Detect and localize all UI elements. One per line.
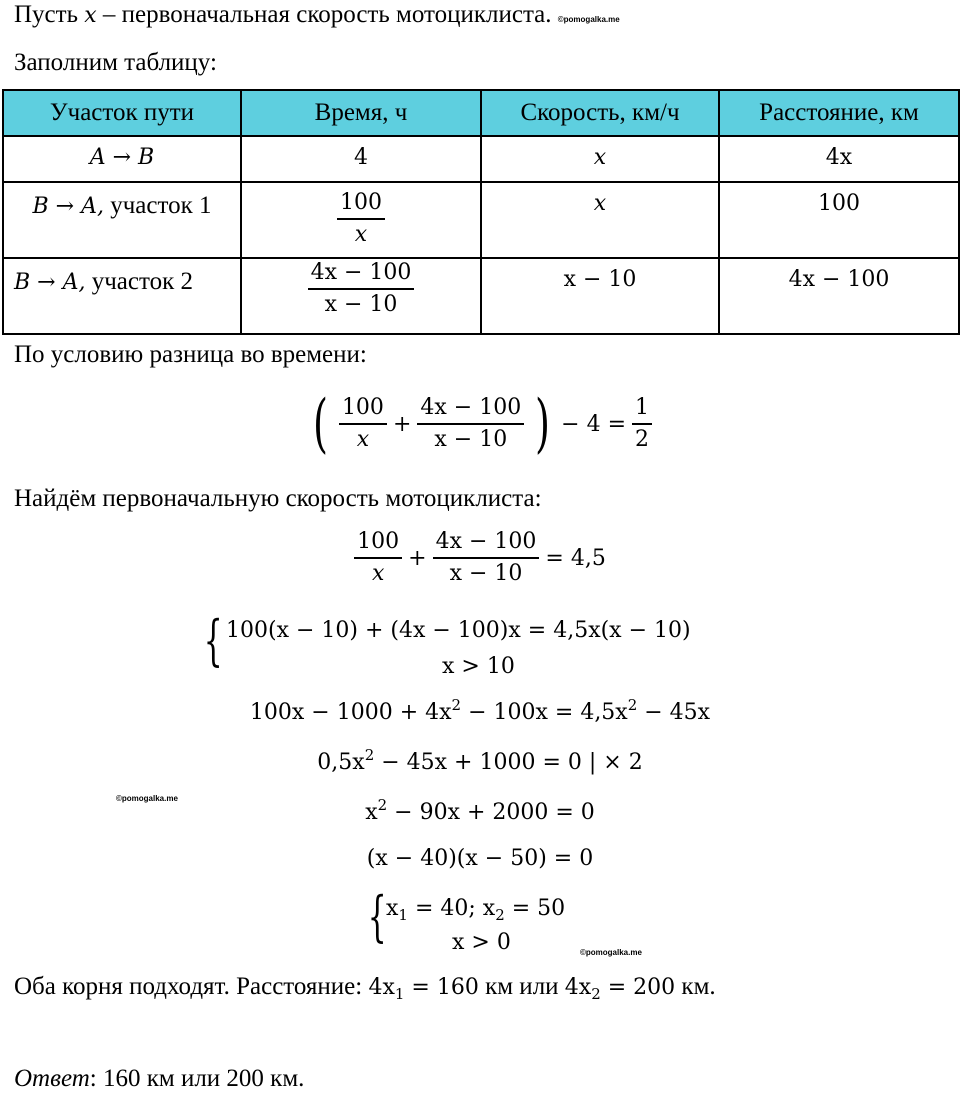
watermark: ©pomogalka.me	[580, 948, 642, 957]
table-row	[3, 136, 959, 182]
conclusion-text: Оба корня подходят. Расстояние: $4x_1 = 160$ км или $4x_2 = 200$ км.	[14, 973, 716, 1003]
distance-cell: 4x	[825, 145, 853, 170]
table-row	[3, 182, 959, 258]
segment-note: участок 1	[110, 192, 212, 219]
watermark: ©pomogalka.me	[557, 15, 620, 24]
equation-factored: (x − 40)(x − 50) = 0	[366, 846, 594, 871]
speed-cell: x	[593, 145, 607, 170]
equation-sum: $\frac{100}{x}$ + $\frac{4x - 100}{x - 10}$ = 4,5	[0, 530, 960, 586]
equation-expanded: $100x - 1000 + 4x^2 - 100x = 4,5x^2 - 45x$	[249, 696, 711, 725]
header-distance: Расстояние, км	[719, 90, 959, 136]
time-cell: 4	[354, 145, 368, 170]
equation-time-difference: ( $\frac{100}{x}$ + $\frac{4x - 100}{x - 10}$ ) − 4 = $\frac{1}{2}$	[0, 392, 960, 456]
motion-table	[2, 89, 960, 335]
table-row	[3, 258, 959, 334]
header-time: Время, ч	[241, 90, 481, 136]
segment-cell: B → A,	[32, 194, 104, 219]
answer-label: Ответ	[14, 1065, 90, 1092]
table-header-row	[3, 90, 959, 136]
intro-line: Пусть x – первоначальная скорость мотоциклиста. ©pomogalka.me	[14, 1, 620, 28]
segment-note: участок 2	[91, 268, 193, 295]
header-segment: Участок пути	[3, 90, 241, 136]
fill-table-text: Заполним таблицу:	[14, 49, 217, 76]
segment-cell: A → B	[89, 145, 155, 170]
condition-text: По условию разница во времени:	[14, 341, 367, 368]
time-fraction: $\frac{4x - 100}{x - 10}$	[308, 261, 415, 317]
answer	[14, 1064, 304, 1094]
distance-cell: 4x − 100	[788, 267, 890, 292]
time-fraction: $\frac{100}{x}$	[337, 191, 385, 247]
distance-cell: 100	[818, 191, 860, 216]
speed-cell: x	[593, 191, 607, 216]
header-speed: Скорость, км/ч	[481, 90, 719, 136]
segment-cell: B → A,	[14, 270, 86, 295]
find-text: Найдём первоначальную скорость мотоциклиста:	[14, 485, 542, 512]
equation-quadratic: $0,5x^2 - 45x + 1000 = 0$ | × 2	[317, 746, 643, 775]
answer-text: : 160 км или 200 км.	[89, 1065, 305, 1092]
equation-normalized: $x^2 - 90x + 2000 = 0$	[365, 796, 595, 825]
watermark: ©pomogalka.me	[116, 794, 178, 803]
speed-cell: x − 10	[563, 267, 637, 292]
